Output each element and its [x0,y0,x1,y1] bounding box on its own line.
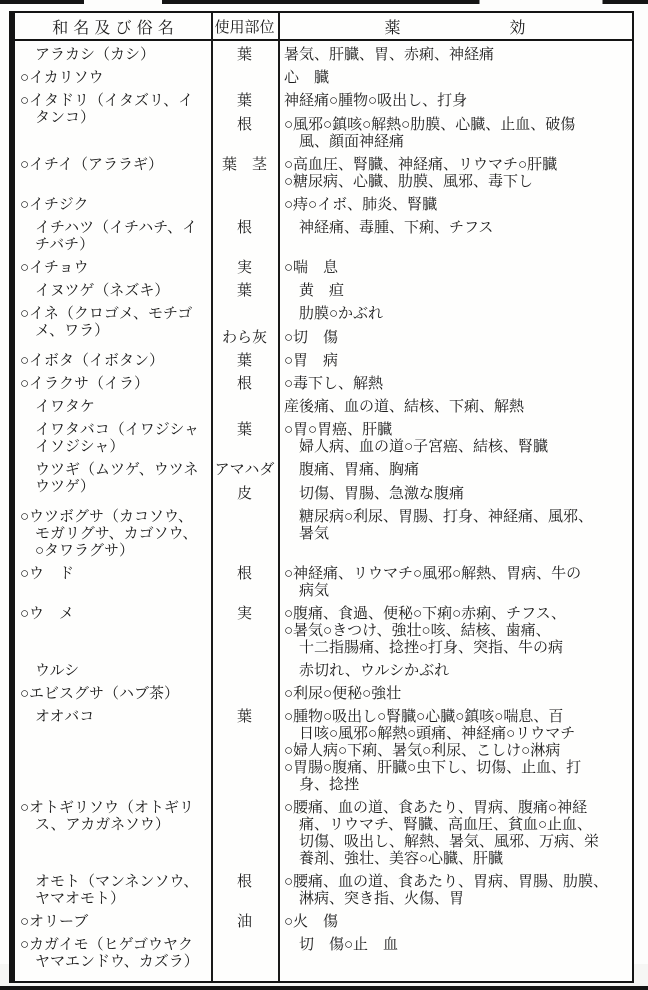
row-segments [211,47,632,64]
plant-name-cell [15,422,211,456]
part-used-cell: 根 [236,117,252,133]
part-used-cell [211,663,278,680]
part-used-cell: 実 [236,260,252,276]
row-segment [211,606,632,657]
part-used-cell: 皮 [236,486,252,502]
row-segment [211,686,632,703]
plant-name-cell [15,709,211,794]
header-name-column: 和名及び俗名 [52,19,179,37]
effects-cell [278,486,632,503]
page-bottom-rule [0,986,648,990]
name-line: ○イカリソウ [20,70,104,86]
table-row [15,566,632,600]
plant-name-cell [15,306,211,347]
table-row [15,47,632,64]
name-line: ○ウ ド [20,566,75,582]
name-line: ○イボタ（イボタン） [20,353,165,369]
row-segments [211,220,632,254]
table-row [15,937,632,971]
effect-line: 切傷、吸出し、解熱、暑気、風邪、万病、栄 [284,834,600,850]
row-segment [211,93,632,110]
effects-cell [278,157,632,191]
part-used-cell: 葉 [236,283,252,299]
row-segment [211,220,632,237]
effect-line: 黄 疸 [284,283,345,299]
part-used-cell: 葉 [236,709,252,725]
effect-line: 養剤、強壮、美容○心臓、肝臓 [284,851,504,867]
table-row [15,197,632,214]
effect-line: ○腰痛、血の道、食あたり、胃病、腹痛○神経 [284,800,588,816]
plant-name-cell [15,47,211,64]
row-segments [211,462,632,503]
effects-cell [278,376,632,393]
name-line: ○イチョウ [20,260,89,276]
row-segments [211,197,632,214]
part-used-cell [211,306,278,323]
column-divider [278,13,280,981]
row-segment [211,874,632,908]
plant-name-cell [15,800,211,868]
effect-line: 病気 [284,583,330,599]
name-line: ○カガイモ（ヒゲゴウヤク [20,937,194,953]
effects-cell [278,117,632,151]
effects-cell [278,306,632,323]
row-segment [211,486,632,503]
plant-name-cell [15,462,211,503]
row-segments [211,509,632,560]
effect-line: 赤切れ、ウルシかぶれ [284,663,450,679]
name-line: ○ウツボグサ（カコソウ、 [20,509,193,525]
plant-name-cell [15,93,211,151]
name-line: ウツゲ） [20,479,95,495]
plant-name-cell [15,663,211,680]
name-line: ○イラクサ（イラ） [20,376,150,392]
plant-name-cell [15,509,211,560]
effect-line: ○腹痛、食過、便秘○下痢○赤痢、チフス、 [284,606,567,622]
effect-line: ○暑気○きつけ、強壮○咳、結核、歯痛、 [284,623,551,639]
effects-cell [278,566,632,600]
effect-line: 婦人病、血の道○子宮癌、結核、腎臓 [284,439,549,455]
header-part-column: 使用部位 [214,19,275,36]
row-segment [211,306,632,323]
table-row [15,220,632,254]
effects-cell [278,800,632,868]
effect-line: 切 傷○止 血 [284,937,399,953]
effect-line: 神経痛、毒腫、下痢、チフス [284,220,494,236]
effect-line: 産後痛、血の道、結核、下痢、解熱 [284,399,525,415]
table-row [15,462,632,503]
effect-line: ○腫物○吸出し○腎臓○心臓○鎮咳○喘息、百 [284,709,564,725]
name-line: ○オトギリソウ（オトギリ [20,800,195,816]
effect-line: 糖尿病○利尿、胃腸、打身、神経痛、風邪、 [284,509,594,525]
plant-name-cell [15,220,211,254]
part-used-cell: 葉 [236,93,252,109]
table-row [15,874,632,908]
effects-cell [278,509,632,543]
name-line: イヌツゲ（ネズキ） [20,283,170,299]
part-used-cell: 油 [236,914,252,930]
effect-line: ○痔○イボ、肺炎、腎臓 [284,197,438,213]
row-segments [211,422,632,456]
name-line: オオバコ [20,709,95,725]
name-line: オモト（マンネンソウ、 [20,874,199,890]
part-used-cell: 根 [236,220,252,236]
name-line: タンコ） [20,110,96,126]
row-segments [211,606,632,657]
effect-line: ○毒下し、解熱 [284,376,384,392]
row-segment [211,260,632,277]
effects-cell [278,330,632,347]
row-segments [211,566,632,600]
row-segments [211,663,632,680]
effects-cell [278,283,632,300]
effects-cell [278,47,632,64]
row-segment [211,800,632,868]
row-segments [211,709,632,794]
row-segments [211,306,632,347]
row-segment [211,914,632,931]
effect-line: 身、捻挫 [284,777,360,793]
table-row [15,93,632,151]
table-row [15,422,632,456]
table-row [15,353,632,370]
table-row [15,509,632,560]
effects-cell [278,663,632,680]
plant-name-cell [15,566,211,600]
name-line: ○ウ メ [20,606,75,622]
effects-cell [278,260,632,277]
table-row [15,914,632,931]
row-segment [211,376,632,393]
plant-name-cell [15,70,211,87]
name-line: モガリグサ、カゴソウ、 [20,526,198,542]
name-line: ○エビスグサ（ハブ茶） [20,686,180,702]
part-used-cell [211,937,278,954]
effect-line: 切傷、胃腸、急激な腹痛 [284,486,465,502]
table-row [15,606,632,657]
row-segment [211,509,632,543]
effect-line: ○胃腸○腹痛、肝臓○虫下し、切傷、止血、打 [284,760,582,776]
row-segments [211,686,632,703]
row-segment [211,283,632,300]
table-row [15,800,632,868]
row-segment [211,47,632,64]
plant-name-cell [15,937,211,971]
effect-line: ○火 傷 [284,914,339,930]
effects-cell [278,93,632,110]
table-row [15,709,632,794]
effect-line: 暑気 [284,526,330,542]
part-used-cell [211,399,278,416]
column-divider [211,13,213,981]
row-segments [211,353,632,370]
row-segments [211,800,632,868]
table-row [15,260,632,277]
row-segment [211,663,632,680]
row-segments [211,260,632,277]
plant-name-cell [15,686,211,703]
name-line: メ、ワラ） [20,323,110,339]
part-used-cell: 根 [236,874,252,890]
effect-line: ○高血圧、腎臓、神経痛、リウマチ○肝臓 [284,157,558,173]
scan-edge-artifact [0,0,648,4]
effect-line: 腹痛、胃痛、胸痛 [284,462,420,478]
part-used-cell: 葉 [236,422,252,438]
effect-line: 淋病、突き指、火傷、胃 [284,891,465,907]
plant-name-cell [15,914,211,931]
part-used-cell: 葉 茎 [221,157,267,173]
part-used-cell: 葉 [236,353,252,369]
name-line: ウルシ [20,663,80,679]
name-line: ス、アカガネソウ） [20,817,170,833]
name-line: ○イネ（クロゴメ、モチゴ [20,306,193,322]
row-segment [211,566,632,600]
effect-line: 風、顔面神経痛 [284,134,405,150]
name-line: イチハツ（イチハチ、イ [20,220,198,236]
row-segment [211,422,632,456]
row-segment [211,117,632,151]
part-used-cell [211,70,278,87]
row-segment [211,330,632,347]
effect-line: ○神経痛、リウマチ○風邪○解熱、胃病、牛の [284,566,582,582]
name-line: ○イタドリ（イタズリ、イ [20,93,194,109]
part-used-cell: 根 [236,376,252,392]
herb-effects-table [9,11,634,983]
row-segments [211,376,632,393]
effect-line: ○風邪○鎮咳○解熱○肋膜、心臓、止血、破傷 [284,117,576,133]
part-used-cell: 実 [236,606,252,622]
name-line: イワタケ [20,399,95,415]
row-segments [211,874,632,908]
effects-cell [278,197,632,214]
effect-line: ○腰痛、血の道、食あたり、胃病、胃腸、肋膜、 [284,874,609,890]
name-line: ○オリーブ [20,914,89,930]
table-row [15,306,632,347]
effects-cell [278,686,632,703]
table-row [15,157,632,191]
table-row [15,686,632,703]
row-segment [211,937,632,954]
effects-cell [278,462,632,479]
effect-line: ○婦人病○下痢、暑気○利尿、こしけ○淋病 [284,743,561,759]
name-line: ○タワラグサ） [20,543,135,559]
part-used-cell [211,509,278,543]
effects-cell [278,70,632,87]
effect-line: 心 臓 [284,70,330,86]
table-row [15,376,632,393]
row-segment [211,399,632,416]
effects-cell [278,937,632,954]
plant-name-cell [15,157,211,191]
plant-name-cell [15,606,211,657]
part-used-cell [211,800,278,868]
effect-line: 神経痛○腫物○吸出し、打身 [284,93,468,109]
plant-name-cell [15,197,211,214]
name-line: イソジシャ） [20,439,125,455]
plant-name-cell [15,874,211,908]
effects-cell [278,220,632,237]
part-used-cell [211,197,278,214]
row-segment [211,353,632,370]
table-row [15,283,632,300]
effects-cell [278,422,632,456]
plant-name-cell [15,399,211,416]
name-line: イワタバコ（イワジシャ [20,422,200,438]
name-line: ○イチイ（アララギ） [20,157,164,173]
plant-name-cell [15,260,211,277]
header-effect-char-1: 薬 [384,19,401,37]
row-segments [211,93,632,151]
row-segment [211,70,632,87]
row-segments [211,283,632,300]
name-line: ヤマエンドウ、カズラ） [20,954,199,970]
plant-name-cell [15,283,211,300]
effect-line: ○切 傷 [284,330,339,346]
part-used-cell: 根 [236,566,252,582]
effect-line: ○糖尿病、心臓、肋膜、風邪、毒下し [284,174,534,190]
header-effect-char-2: 効 [509,19,526,37]
effects-cell [278,709,632,794]
effects-cell [278,874,632,908]
name-line: ウツギ（ムツゲ、ウツネ [20,462,199,478]
effect-line: ○胃 病 [284,353,339,369]
effect-line: ○利尿○便秘○強壮 [284,686,402,702]
plant-name-cell [15,353,211,370]
row-segments [211,157,632,191]
row-segments [211,914,632,931]
part-used-cell: わら灰 [221,330,267,346]
effect-line: 十二指腸痛、捻挫○打身、突指、牛の病 [284,640,564,656]
table-row [15,663,632,680]
table-row [15,399,632,416]
effect-line: ○胃○胃癌、肝臓 [284,422,393,438]
part-used-cell: アマハダ [214,462,275,478]
table-row [15,70,632,87]
effects-cell [278,353,632,370]
part-used-cell [211,686,278,703]
table-header-row [15,13,632,41]
part-used-cell: 葉 [236,47,252,63]
row-segment [211,157,632,191]
effects-cell [278,606,632,657]
effects-cell [278,914,632,931]
row-segment [211,197,632,214]
effects-cell [278,399,632,416]
name-line: アラカシ（カシ） [20,47,156,63]
row-segment [211,709,632,794]
effect-line: 日咳○風邪○解熱○頭痛、神経痛○リウマチ [284,726,576,742]
row-segments [211,70,632,87]
row-segments [211,937,632,971]
row-segment [211,462,632,479]
effect-line: ○喘 息 [284,260,339,276]
effect-line: 肋膜○かぶれ [284,306,384,322]
name-line: ヤマオモト） [20,891,126,907]
name-line: ○イチジク [20,197,89,213]
row-segments [211,399,632,416]
plant-name-cell [15,376,211,393]
header-effect-column [278,15,632,38]
table-body [15,41,632,981]
effect-line: 痛、リウマチ、腎臓、高血圧、貧血○止血、 [284,817,593,833]
effect-line: 暑気、肝臓、胃、赤痢、神経痛 [284,47,495,63]
name-line: チバチ） [20,237,95,253]
